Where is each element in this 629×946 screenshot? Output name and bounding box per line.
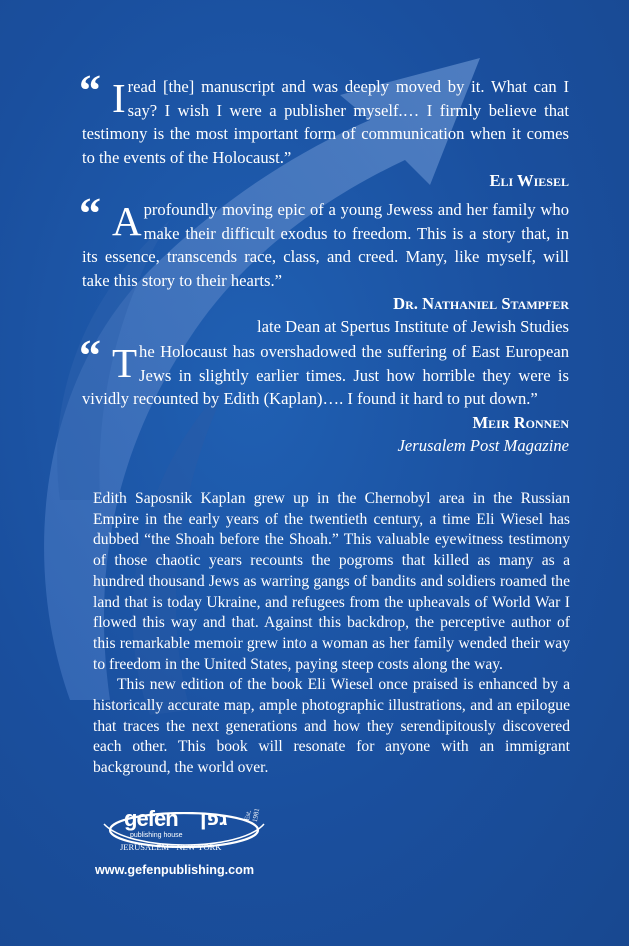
publisher-cities: JERUSALEM • NEW YORK (120, 842, 222, 852)
description-paragraph: This new edition of the book Eli Wiesel once praised is enhanced by a historically accurate map, ample photographic illustrations, and an epilogue that traces the next generations and how they serendipitously discovered each other. This book will resonate for anyone with an immigrant background, the world over. (93, 676, 570, 777)
quote-3 (79, 331, 569, 457)
quote-mark: “ (79, 189, 97, 238)
publisher-hebrew: גפן (200, 808, 228, 830)
quote-text: profoundly moving epic of a young Jewess and her family who make their difficult exodus to freedom. This is a story that, in its essence, transcends race, class, and creed. Many, like myself, will take this story to their hearts.” (82, 200, 569, 290)
publisher-name: gefen (124, 806, 178, 831)
description-paragraph: Edith Saposnik Kaplan grew up in the Chernobyl area in the Russian Empire in the early years of the twentieth century, a time Eli Wiesel has dubbed “the Shoah before the Shoah.” This valuable eyewitness testimony of those chaotic years recounts the pogroms that killed as many as a hundred thousand Jews as warring gangs of bandits and soldiers roamed the land that is today Ukraine, and refugees from the upheavals of World War I flowed this way and that. Against this backdrop, the perceptive author of this remarkable memoir grew into a woman as her family wended their way to freedom in the United States, paying steep costs along the way. (93, 490, 570, 673)
quote-text: read [the] manuscript and was deeply moved by it. What can I say? I wish I were a publisher myself.… I firmly believe that testimony is the most important form of communication when it comes to the events of the Holocaust.” (82, 77, 569, 167)
quote-author: Dr. Nathaniel Stampfer (393, 294, 569, 314)
quote-dropcap: A (112, 198, 142, 244)
quote-1 (79, 66, 569, 192)
quote-author-role: Jerusalem Post Magazine (397, 435, 569, 455)
quote-2 (79, 189, 569, 338)
publisher-logo (100, 806, 268, 858)
quote-author: Meir Ronnen (472, 412, 569, 432)
publisher-tagline: publishing house (130, 832, 183, 839)
publisher-url[interactable]: www.gefenpublishing.com (95, 863, 255, 877)
publisher-est: Est. 1981 (243, 807, 262, 823)
quote-text: he Holocaust has overshadowed the suffering of East European Jews in slightly earlier times. Just how horrible they were is vividly recounted by Edith (Kaplan)…. I found it hard to put down.” (82, 342, 569, 409)
quote-author-role: late Dean at Spertus Institute of Jewish Studies (257, 317, 569, 337)
book-description (93, 489, 570, 779)
quote-author: Eli Wiesel (489, 171, 569, 191)
quote-dropcap: I (112, 75, 126, 121)
quote-dropcap: T (112, 340, 138, 386)
quote-mark: “ (79, 66, 97, 115)
quote-mark: “ (79, 331, 97, 380)
